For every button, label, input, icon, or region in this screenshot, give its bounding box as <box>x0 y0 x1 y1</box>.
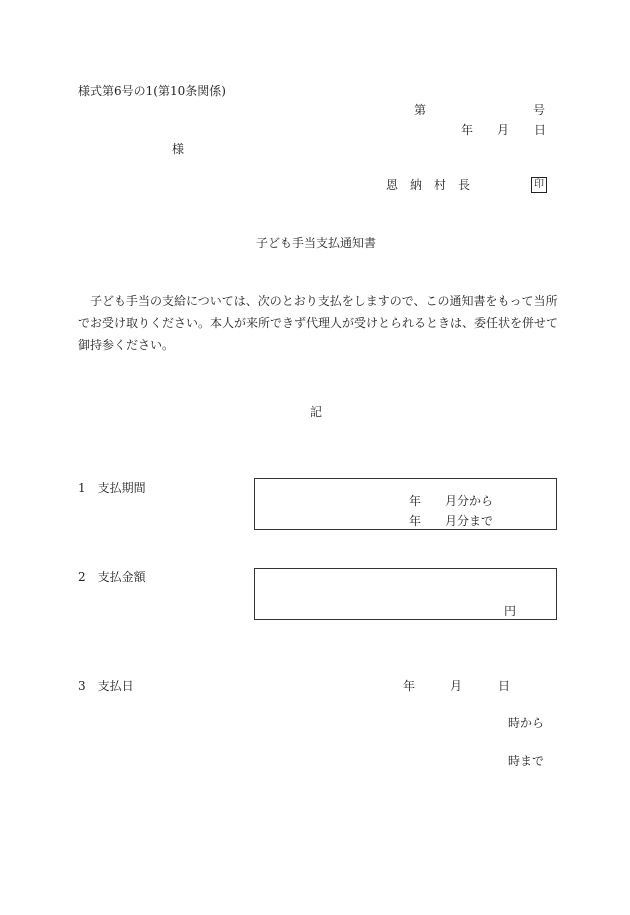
payment-date-day: 日 <box>498 679 511 693</box>
issue-date-day: 日 <box>534 123 547 137</box>
body-line: 子ども手当の支給については、次のとおり支払をしますので、この通知書をもって当所 <box>90 294 558 308</box>
body-paragraph <box>78 290 558 356</box>
issue-date-year: 年 <box>461 123 474 137</box>
period-to-month: 月分まで <box>445 514 494 528</box>
issue-date-month: 月 <box>497 123 510 137</box>
period-from-month: 月分から <box>445 494 494 508</box>
payment-date-label: 3 支払日 <box>78 679 134 693</box>
amount-label: 2 支払金額 <box>78 570 146 584</box>
document-number-prefix: 第 <box>414 103 427 117</box>
issuer-name: 恩 納 村 長 <box>386 178 471 192</box>
document-number-suffix: 号 <box>533 103 546 117</box>
payment-time-from: 時から <box>508 716 545 730</box>
body-line: 御持参ください。 <box>78 338 175 352</box>
period-box <box>254 478 557 530</box>
period-to-year: 年 <box>409 514 422 528</box>
payment-date-year: 年 <box>403 679 416 693</box>
document-title: 子ども手当支払通知書 <box>256 236 377 250</box>
payment-time-to: 時まで <box>508 754 545 768</box>
body-line: でお受け取りください。本人が来所できず代理人が受けとられるときは、委任状を併せて <box>78 316 559 330</box>
ki-heading: 記 <box>310 405 323 419</box>
period-from-year: 年 <box>409 494 422 508</box>
payment-date-month: 月 <box>450 679 463 693</box>
seal-box: 印 <box>531 177 547 193</box>
period-label: 1 支払期間 <box>78 481 146 495</box>
amount-yen: 円 <box>504 604 517 618</box>
form-number: 様式第6号の1(第10条関係) <box>78 84 226 98</box>
addressee-suffix: 様 <box>172 142 185 156</box>
amount-box <box>254 568 557 620</box>
